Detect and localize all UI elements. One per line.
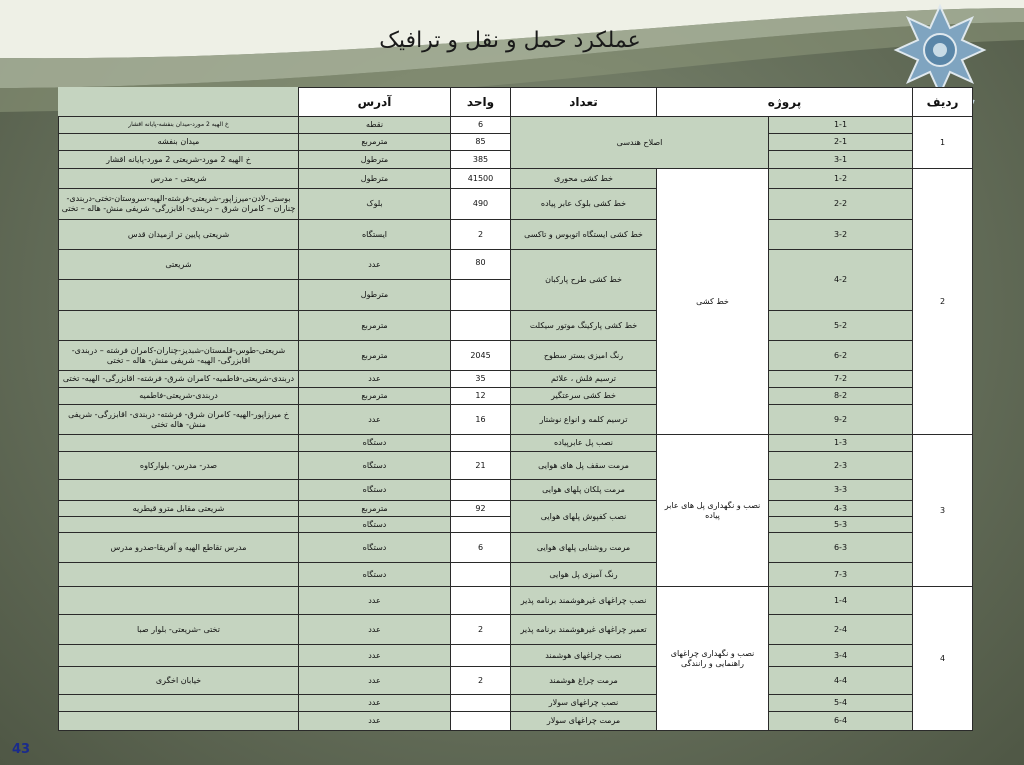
unit-cell: مترمربع [299,134,451,151]
count-cell [451,712,511,731]
unit-cell: دستگاه [299,452,451,480]
count-cell [451,280,511,311]
table-row [59,667,973,695]
address-cell: شریعتی پایین تر ازمیدان قدس [59,220,299,250]
count-cell: 2 [451,615,511,645]
table-row [59,311,973,341]
count-cell [451,587,511,615]
address-cell [59,280,299,311]
sub-id: 6-2 [769,341,913,371]
address-cell: شریعتی - مدرس [59,169,299,189]
sub-id: 1-3 [769,435,913,452]
count-cell [451,517,511,533]
sub-id: 3-2 [769,220,913,250]
table-row [59,388,973,405]
table-row [59,220,973,250]
project-name: مرمت چراغ هوشمند [511,667,657,695]
unit-cell: نقطه [299,117,451,134]
table-row [59,615,973,645]
sub-id: 8-2 [769,388,913,405]
unit-cell: مترطول [299,151,451,169]
header-unit: واحد [451,88,511,117]
unit-cell: دستگاه [299,533,451,563]
project-name: خط کشی ایستگاه اتوبوس و تاکسی [511,220,657,250]
address-cell [59,695,299,712]
project-name: اصلاح هندسی [511,117,769,169]
address-cell: دربندی-شریعتی-فاطمیه- کامران شرق- فرشته- اقابزرگی- الهیه- تختی [59,371,299,388]
table-row [59,712,973,731]
address-cell [59,517,299,533]
table-row [59,341,973,371]
address-cell: خ الهیه 2 مورد-شریعتی 2 مورد-پایانه اقشار [59,151,299,169]
header-address: آدرس [299,88,451,117]
count-cell: 92 [451,501,511,517]
address-cell [59,712,299,731]
table-row [59,452,973,480]
sub-id: 6-4 [769,712,913,731]
address-cell [59,587,299,615]
unit-cell: عدد [299,615,451,645]
count-cell [451,311,511,341]
project-name: تعمیر چراغهای غیرهوشمند برنامه پذیر [511,615,657,645]
project-name: مرمت روشنایی پلهای هوایی [511,533,657,563]
header-radif: ردیف [913,88,973,117]
sub-id: 5-3 [769,517,913,533]
count-cell: 6 [451,117,511,134]
project-name: خط کشی پارکینگ موتور سیکلت [511,311,657,341]
count-cell: 2 [451,667,511,695]
count-cell: 16 [451,405,511,435]
count-cell: 21 [451,452,511,480]
sub-id: 1-4 [769,587,913,615]
count-cell [451,645,511,667]
table-header-row [59,88,973,117]
address-cell: دربندی-شریعتی-فاطمیه [59,388,299,405]
table-row [59,533,973,563]
count-cell: 490 [451,189,511,220]
project-name: نصب چراغهای هوشمند [511,645,657,667]
group-id: 2 [913,169,973,435]
address-cell: خ میرزاپور-الهیه- کامران شرق- فرشته- دربندی- اقابزرگی- شریفی منش- هاله تختی [59,405,299,435]
table-row [59,501,973,517]
table-row [59,189,973,220]
table-row [59,563,973,587]
unit-cell: عدد [299,645,451,667]
address-cell: شریعتی-طوس-قلمستان-شبدیز-چناران-کامران فرشته – دربندی-اقابزرگی- الهیه- شریفی منش- هاله – تختی [59,341,299,371]
category-cell: خط کشی [657,169,769,435]
group-id: 1 [913,117,973,169]
project-name: خط کشی محوری [511,169,657,189]
sub-id: 3-3 [769,480,913,501]
sub-id: 2-4 [769,615,913,645]
project-name: ترسیم فلش ، علائم [511,371,657,388]
table-row [59,435,973,452]
sub-id: 5-4 [769,695,913,712]
sub-id: 6-3 [769,533,913,563]
address-cell: خ الهیه 2 مورد-میدان بنفشه-پایانه اقشار [59,117,299,134]
table-row [59,371,973,388]
sub-id: 1-1 [769,117,913,134]
performance-table [58,87,973,731]
count-cell: 41500 [451,169,511,189]
unit-cell: عدد [299,250,451,280]
sub-id: 9-2 [769,405,913,435]
address-cell: میدان بنفشه [59,134,299,151]
count-cell [451,695,511,712]
count-cell [451,563,511,587]
project-name: رنگ امیزی بستر سطوح [511,341,657,371]
group-id: 3 [913,435,973,587]
sub-id: 2-2 [769,189,913,220]
category-cell: نصب و نگهداری چراغهای راهنمایی و رانندگی [657,587,769,731]
project-name: مرمت پلکان پلهای هوایی [511,480,657,501]
sub-id: 3-4 [769,645,913,667]
address-cell [59,435,299,452]
unit-cell: مترطول [299,280,451,311]
project-name: خط کشی بلوک عابر پیاده [511,189,657,220]
unit-cell: عدد [299,587,451,615]
page-title: عملکرد حمل و نقل و ترافیک [379,28,641,53]
project-name: خط کشی طرح پارکبان [511,250,657,311]
sub-id: 5-2 [769,311,913,341]
address-cell: شریعتی مقابل مترو قیطریه [59,501,299,517]
sub-id: 7-3 [769,563,913,587]
sub-id: 2-3 [769,452,913,480]
project-name: نصب چراغهای سولار [511,695,657,712]
sub-id: 3-1 [769,151,913,169]
count-cell: 2045 [451,341,511,371]
unit-cell: مترمربع [299,388,451,405]
address-cell: مدرس تقاطع الهیه و آفریقا-صدرو مدرس [59,533,299,563]
project-name: نصب کفپوش پلهای هوایی [511,501,657,533]
unit-cell: مترطول [299,169,451,189]
project-name: ترسیم کلمه و انواع نوشتار [511,405,657,435]
address-cell: شریعتی [59,250,299,280]
unit-cell: بلوک [299,189,451,220]
count-cell: 85 [451,134,511,151]
count-cell: 35 [451,371,511,388]
address-cell: صدر- مدرس- بلوارکاوه [59,452,299,480]
project-name: نصب چراغهای غیرهوشمند برنامه پذیر [511,587,657,615]
unit-cell: دستگاه [299,435,451,452]
unit-cell: عدد [299,695,451,712]
address-cell: بوستی-لادن-میرزاپور-شریعتی-فرشته-الهیه-سروستان-تختی-دربندی-چناران – کامران شرق – دربندی- اقابزرگی- شریفی منش- هاله – تختی [59,189,299,220]
unit-cell: عدد [299,712,451,731]
category-cell: نصب و نگهداری پل های عابر پیاده [657,435,769,587]
page-number: 43 [12,742,31,757]
project-name: مرمت سقف پل های هوایی [511,452,657,480]
sub-id: 7-2 [769,371,913,388]
count-cell: 12 [451,388,511,405]
sub-id: 2-1 [769,134,913,151]
address-cell [59,480,299,501]
table-row [59,587,973,615]
unit-cell: عدد [299,371,451,388]
unit-cell: دستگاه [299,480,451,501]
unit-cell: مترمربع [299,501,451,517]
table-row [59,117,973,134]
project-name: رنگ آمیزی پل هوایی [511,563,657,587]
unit-cell: مترمربع [299,341,451,371]
address-cell: خیابان اخگری [59,667,299,695]
table-row [59,169,973,189]
table-row [59,480,973,501]
count-cell: 385 [451,151,511,169]
header-count: تعداد [511,88,657,117]
unit-cell: عدد [299,405,451,435]
unit-cell: عدد [299,667,451,695]
sub-id: 4-2 [769,250,913,311]
unit-cell: مترمربع [299,311,451,341]
count-cell: 80 [451,250,511,280]
address-cell [59,645,299,667]
project-name: مرمت چراغهای سولار [511,712,657,731]
address-cell [59,311,299,341]
table-row [59,695,973,712]
header-project: پروژه [657,88,913,117]
unit-cell: ایستگاه [299,220,451,250]
table-row [59,250,973,280]
sub-id: 1-2 [769,169,913,189]
count-cell [451,435,511,452]
address-cell: تختی -شریعتی- بلوار صبا [59,615,299,645]
table-row [59,405,973,435]
project-name: خط کشی سرعتگیر [511,388,657,405]
table-row [59,645,973,667]
count-cell: 2 [451,220,511,250]
sub-id: 4-3 [769,501,913,517]
count-cell: 6 [451,533,511,563]
project-name: نصب پل عابرپیاده [511,435,657,452]
sub-id: 4-4 [769,667,913,695]
address-cell [59,563,299,587]
group-id: 4 [913,587,973,731]
unit-cell: دستگاه [299,563,451,587]
unit-cell: دستگاه [299,517,451,533]
count-cell [451,480,511,501]
